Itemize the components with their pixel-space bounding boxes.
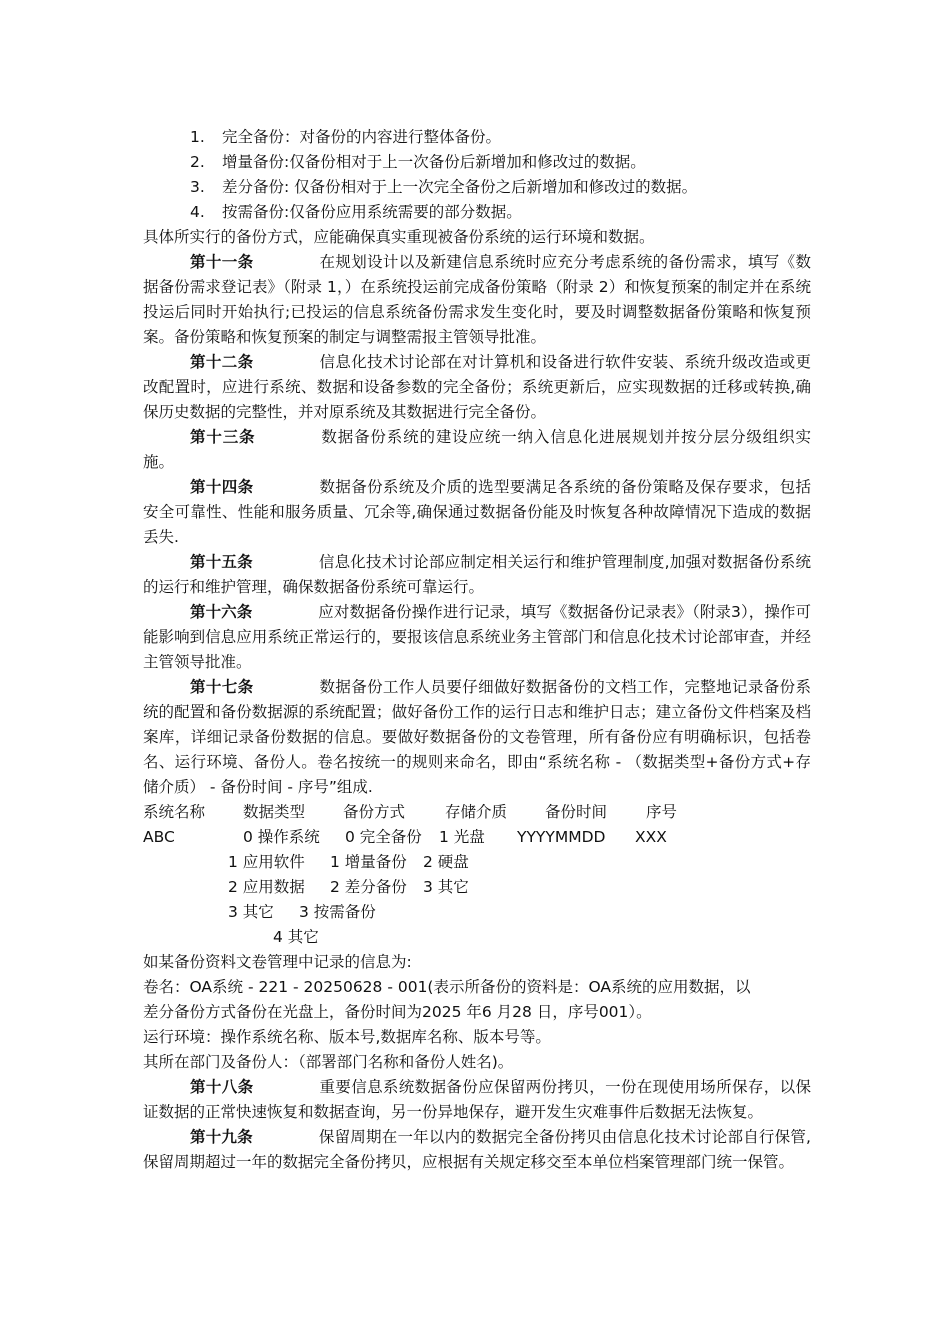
list-item xyxy=(143,175,811,200)
table-header: 备份方式 xyxy=(343,803,406,821)
article-12 xyxy=(143,350,811,425)
article-heading: 第十九条 xyxy=(190,1128,253,1146)
example-department: 其所在部门及备份人：（部署部门名称和备份人姓名)。 xyxy=(143,1053,514,1071)
article-heading: 第十五条 xyxy=(190,553,253,571)
list-number: 1. xyxy=(190,128,205,146)
table-header: 存储介质 xyxy=(445,803,508,821)
article-text: 重要信息系统数据备份应保留两份拷贝，一份在现使用场所保存，以保证数据的正常快速恢复和数据查询，另一份异地保存，避开发生灾难事件后数据无法恢复。 xyxy=(143,1078,811,1121)
table-cell: 3 其它 xyxy=(228,903,274,921)
document-body xyxy=(143,125,811,1175)
article-heading: 第十二条 xyxy=(190,353,254,371)
list-text: 按需备份:仅备份应用系统需要的部分数据。 xyxy=(222,203,522,221)
article-text: 数据备份工作人员要仔细做好数据备份的文档工作，完整地记录备份系统的配置和备份数据源的系统配置；做好备份工作的运行日志和维护日志；建立备份文件档案及档案库，详细记录备份数据的信息。要做好数据备份的文卷管理，所有备份应有明确标识，包括卷名、运行环境、备份人。卷名按统一的规则来命名，即由“系统名称 - （数据类型+备份方式+存储介质） - 备份时间 - 序号”组成. xyxy=(143,678,811,796)
list-number: 2. xyxy=(190,153,205,171)
list-number: 3. xyxy=(190,178,205,196)
table-header: 备份时间 xyxy=(545,803,608,821)
table-header: 数据类型 xyxy=(243,803,306,821)
example-environment: 运行环境：操作系统名称、版本号,数据库名称、版本号等。 xyxy=(143,1028,551,1046)
article-heading: 第十六条 xyxy=(190,603,253,621)
article-13 xyxy=(143,425,811,475)
article-heading: 第十三条 xyxy=(190,428,256,446)
intro-paragraph: 具体所实行的备份方式，应能确保真实重现被备份系统的运行环境和数据。 xyxy=(143,228,655,246)
list-text: 完全备份：对备份的内容进行整体备份。 xyxy=(222,128,502,146)
article-text: 应对数据备份操作进行记录，填写《数据备份记录表》（附录3），操作可能影响到信息应用系统正常运行的，要报该信息系统业务主管部门和信息化技术讨论部审查，并经主管领导批准。 xyxy=(143,603,811,671)
table-cell: YYYYMMDD xyxy=(517,828,606,846)
table-cell: 4 其它 xyxy=(273,928,319,946)
table-cell: 0 操作系统 xyxy=(243,828,320,846)
article-text: 信息化技术讨论部应制定相关运行和维护管理制度,加强对数据备份系统的运行和维护管理，确保数据备份系统可靠运行。 xyxy=(143,553,811,596)
article-heading: 第十七条 xyxy=(190,678,254,696)
article-text: 保留周期在一年以内的数据完全备份拷贝由信息化技术讨论部自行保管,保留周期超过一年的数据完全备份拷贝，应根据有关规定移交至本单位档案管理部门统一保管。 xyxy=(143,1128,811,1171)
list-text: 差分备份: 仅备份相对于上一次完全备份之后新增加和修改过的数据。 xyxy=(222,178,698,196)
list-item xyxy=(143,200,811,225)
table-header: 系统名称 xyxy=(143,803,206,821)
article-text: 信息化技术讨论部在对计算机和设备进行软件安装、系统升级改造或更改配置时，应进行系统、数据和设备参数的完全备份；系统更新后，应实现数据的迁移或转换,确保历史数据的完整性，并对原系统及其数据进行完全备份。 xyxy=(143,353,811,421)
example-volume-name-cont: 差分备份方式备份在光盘上，备份时间为2025 年6 月28 日，序号001）。 xyxy=(143,1003,652,1021)
article-text: 数据备份系统的建设应统一纳入信息化进展规划并按分层分级组织实施。 xyxy=(143,428,811,471)
article-18 xyxy=(143,1075,811,1125)
article-19 xyxy=(143,1125,811,1175)
article-text: 数据备份系统及介质的选型要满足各系统的备份策略及保存要求，包括安全可靠性、性能和服务质量、冗余等,确保通过数据备份能及时恢复各种故障情况下造成的数据丢失. xyxy=(143,478,811,546)
example-intro: 如某备份资料文卷管理中记录的信息为: xyxy=(143,953,412,971)
article-15 xyxy=(143,550,811,600)
article-14 xyxy=(143,475,811,550)
list-item xyxy=(143,150,811,175)
naming-rule-table xyxy=(143,800,811,950)
list-number: 4. xyxy=(190,203,205,221)
backup-type-list xyxy=(143,125,811,225)
table-cell: 2 硬盘 xyxy=(423,853,469,871)
table-cell: 0 完全备份 xyxy=(345,828,422,846)
table-cell: XXX xyxy=(635,828,667,846)
example-volume-name: 卷名：OA系统 - 221 - 20250628 - 001(表示所备份的资料是：OA系统的应用数据，以 xyxy=(143,978,751,996)
table-cell: 2 差分备份 xyxy=(330,878,407,896)
article-heading: 第十八条 xyxy=(190,1078,254,1096)
table-cell: 1 增量备份 xyxy=(330,853,407,871)
article-11 xyxy=(143,250,811,350)
table-cell: 3 按需备份 xyxy=(299,903,376,921)
article-17 xyxy=(143,675,811,800)
article-16 xyxy=(143,600,811,675)
list-text: 增量备份:仅备份相对于上一次备份后新增加和修改过的数据。 xyxy=(222,153,646,171)
list-item xyxy=(143,125,811,150)
table-cell: 1 应用软件 xyxy=(228,853,305,871)
table-cell: 2 应用数据 xyxy=(228,878,305,896)
article-text: 在规划设计以及新建信息系统时应充分考虑系统的备份需求，填写《数据备份需求登记表》（附录 1，）在系统投运前完成备份策略（附录 2）和恢复预案的制定并在系统投运后同时开始执行;已投运的信息系统备份需求发生变化时，要及时调整数据备份策略和恢复预案。备份策略和恢复预案的制定与调整需报主管领导批准。 xyxy=(143,253,811,346)
article-heading: 第十一条 xyxy=(190,253,254,271)
table-header: 序号 xyxy=(646,803,678,821)
article-heading: 第十四条 xyxy=(190,478,254,496)
table-cell: 1 光盘 xyxy=(439,828,485,846)
table-cell: 3 其它 xyxy=(423,878,469,896)
table-cell: ABC xyxy=(143,828,175,846)
